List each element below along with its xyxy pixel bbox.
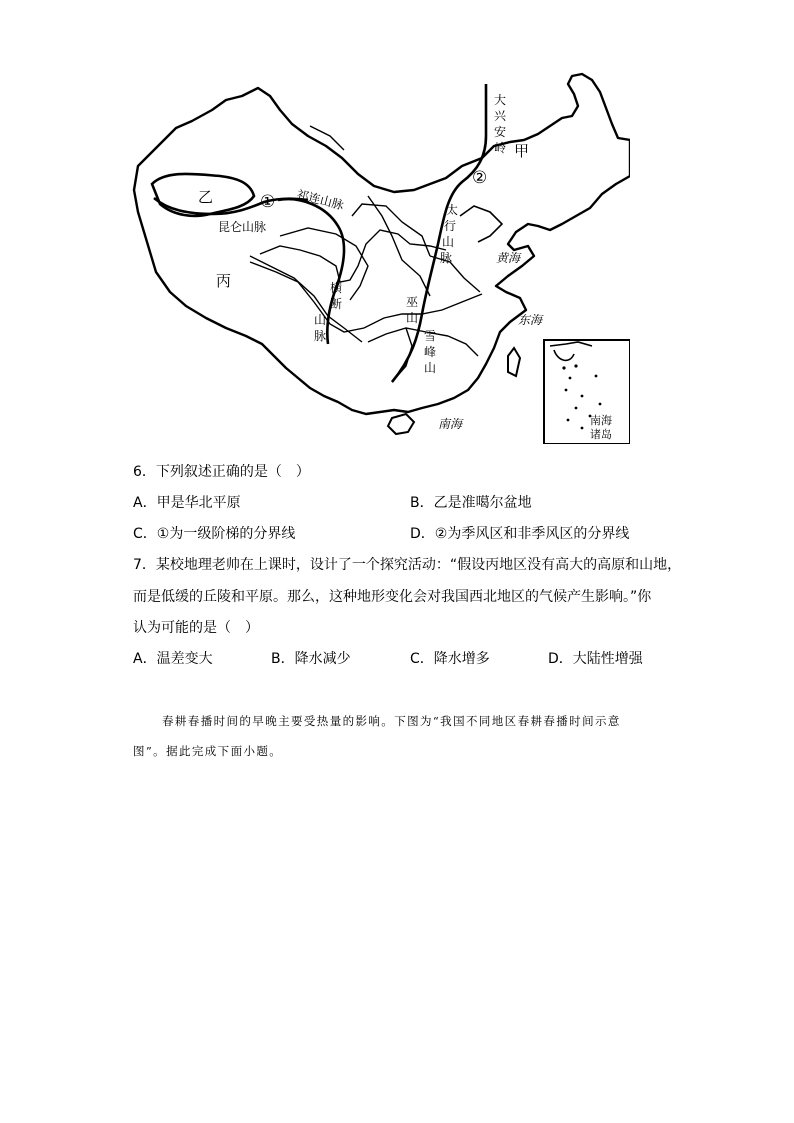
marker-2: ② xyxy=(472,168,488,188)
label-wushan xyxy=(406,295,418,325)
q7-stem-line2: 而是低缓的丘陵和平原。那么，这种地形变化会对我国西北地区的气候产生影响。”你 xyxy=(133,589,652,605)
label-xuefeng xyxy=(424,329,436,375)
inset-label-line1: 南海 xyxy=(590,414,612,427)
intro-line2: 图”。据此完成下面小题。 xyxy=(133,744,283,758)
svg-text:横: 横 xyxy=(330,281,343,295)
hainan-island xyxy=(388,414,414,434)
label-donghai: 东海 xyxy=(518,313,543,327)
china-map xyxy=(130,66,630,444)
svg-text:雪: 雪 xyxy=(424,329,437,343)
label-huanghai: 黄海 xyxy=(496,251,521,265)
svg-text:山: 山 xyxy=(424,361,437,375)
svg-text:脉: 脉 xyxy=(440,251,453,265)
label-yi: 乙 xyxy=(198,188,214,206)
q6-option-c[interactable]: C．①为一级阶梯的分界线 xyxy=(133,526,296,542)
svg-text:断: 断 xyxy=(330,297,343,311)
svg-text:太: 太 xyxy=(446,203,459,217)
q6-option-a[interactable]: A．甲是华北平原 xyxy=(133,495,241,511)
label-taihang xyxy=(440,202,458,265)
q7-option-c[interactable]: C．降水增多 xyxy=(410,651,490,667)
taiwan-island xyxy=(508,348,520,376)
china-map-figure xyxy=(130,66,630,444)
q7-stem-line3: 认为可能的是（ ） xyxy=(133,620,259,636)
inset-label-line2: 诸岛 xyxy=(590,428,612,441)
label-nanhai: 南海 xyxy=(438,417,463,431)
q7-stem-line1: 7．某校地理老帅在上课时，设计了一个探究活动：“假设丙地区没有高大的高原和山地， xyxy=(133,557,682,573)
line-1 xyxy=(278,199,344,344)
svg-text:岭: 岭 xyxy=(494,141,507,155)
marker-1: ① xyxy=(260,192,276,212)
svg-text:行: 行 xyxy=(444,219,457,233)
svg-text:山: 山 xyxy=(442,235,455,249)
label-qilian: 祁连山脉 xyxy=(295,187,346,213)
intro-line1: 春耕春播时间的早晚主要受热量的影响。下图为“我国不同地区春耕春播时间示意 xyxy=(162,714,621,728)
svg-text:峰: 峰 xyxy=(424,345,437,359)
label-bing: 丙 xyxy=(216,272,232,290)
q7-option-d[interactable]: D．大陆性增强 xyxy=(548,651,643,667)
svg-text:山: 山 xyxy=(406,311,419,325)
q6-stem: 6．下列叙述正确的是（ ） xyxy=(133,464,310,480)
q7-option-b[interactable]: B．降水减少 xyxy=(271,651,351,667)
svg-text:安: 安 xyxy=(494,125,507,139)
q7-option-a[interactable]: A．温差变大 xyxy=(133,651,213,667)
coast-detail xyxy=(460,206,502,242)
svg-text:兴: 兴 xyxy=(494,109,507,123)
label-daxinganling xyxy=(494,92,507,155)
label-jia: 甲 xyxy=(514,142,530,160)
line-2 xyxy=(392,84,486,382)
svg-text:巫: 巫 xyxy=(406,295,419,309)
svg-text:脉: 脉 xyxy=(314,329,327,343)
label-kunlun: 昆仑山脉 xyxy=(218,220,267,234)
q6-option-d[interactable]: D．②为季风区和非季风区的分界线 xyxy=(410,526,630,542)
q6-option-b[interactable]: B．乙是准噶尔盆地 xyxy=(410,495,532,511)
svg-text:大: 大 xyxy=(494,93,507,107)
svg-text:山: 山 xyxy=(314,313,327,327)
